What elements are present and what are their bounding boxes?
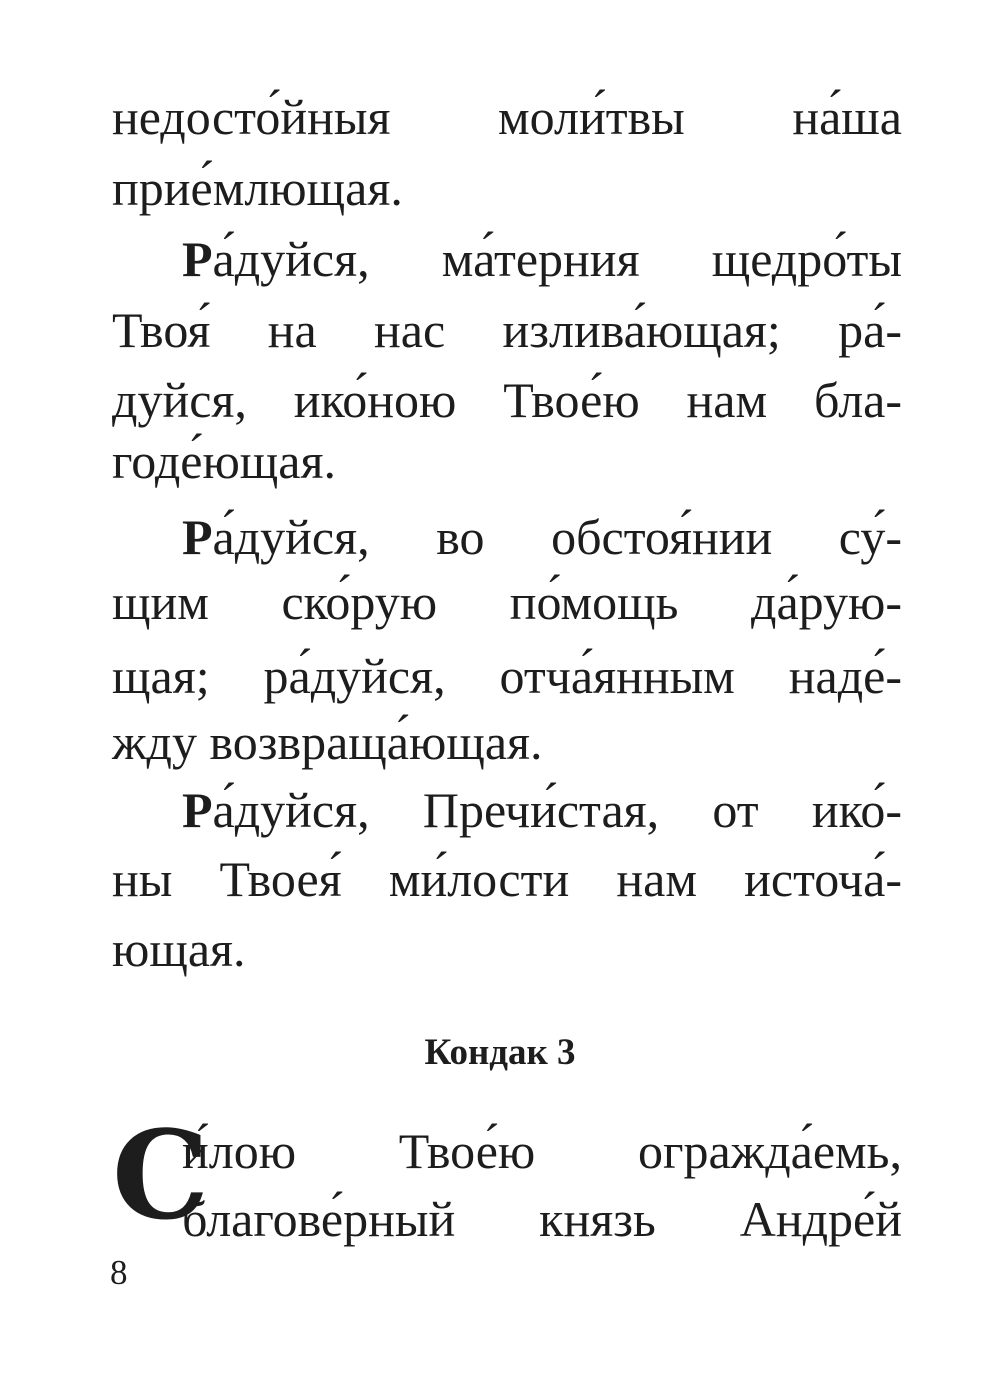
kondak-line: и́лою Твое́ю огражда́емь, [182, 1123, 902, 1179]
page-number: 8 [110, 1253, 128, 1292]
text-line: ны Твоея́ ми́лости нам источа́- [112, 851, 902, 907]
paragraph-start-line: Ра́дуйся, ма́терния щедро́ты [182, 231, 902, 287]
paragraph-start-line: Ра́дуйся, во обстоя́нии су́- [182, 509, 902, 565]
bold-initial: Р [182, 231, 213, 287]
text-line: щая; ра́дуйся, отча́янным наде́- [112, 648, 902, 704]
text-line: жду возвраща́ющая. [112, 714, 543, 770]
text-line: щим ско́рую по́мощь да́рую- [112, 574, 902, 630]
text-line: Твоя́ на нас излива́ющая; ра́- [112, 302, 902, 358]
section-heading: Кондак 3 [424, 1032, 576, 1073]
text-line: недосто́йныя моли́твы на́ша [112, 89, 902, 145]
kondak-line: благове́рный князь Андре́й [182, 1191, 902, 1247]
text-line: дуйся, ико́ною Твое́ю нам бла- [112, 372, 902, 428]
text-line: ющая. [112, 921, 246, 977]
text-line: прие́млющая. [112, 160, 403, 216]
text-line: годе́ющая. [112, 433, 336, 489]
bold-initial: Р [182, 509, 213, 565]
paragraph-start-line: Ра́дуйся, Пречи́стая, от ико́- [182, 782, 902, 838]
drop-cap: С [112, 1103, 210, 1247]
bold-initial: Р [182, 782, 213, 838]
